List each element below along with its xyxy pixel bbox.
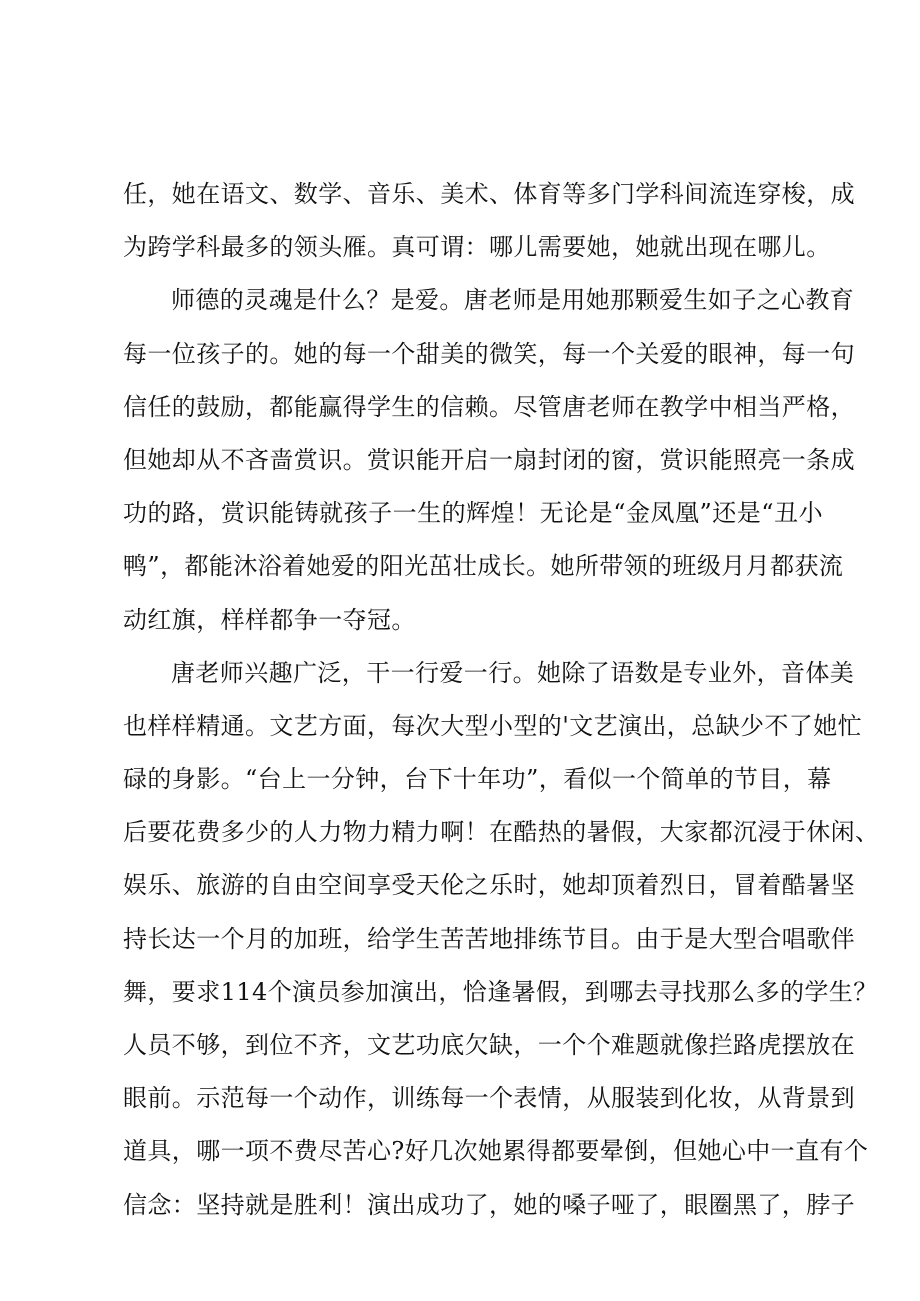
- text-line: 后要花费多少的人力物力精力啊！在酷热的暑假，大家都沉浸于休闲、: [123, 818, 880, 847]
- text-line: 人员不够，到位不齐，文艺功底欠缺，一个个难题就像拦路虎摆放在: [123, 1031, 855, 1059]
- text-line: 信念：坚持就是胜利！演出成功了，她的嗓子哑了，眼圈黑了，脖子: [123, 1190, 855, 1219]
- body-text: [123, 168, 880, 1232]
- text-line: 动红旗，样样都争一夺冠。: [123, 605, 416, 634]
- paragraph-first-line: 师德的灵魂是什么？是爱。唐老师是用她那颗爱生如子之心教育: [171, 286, 855, 315]
- text-line: 鸭”，都能沐浴着她爱的阳光茁壮成长。她所带领的班级月月都获流: [123, 552, 844, 581]
- text-line: 每一位孩子的。她的每一个甜美的微笑，每一个关爱的眼神，每一句: [123, 339, 855, 368]
- text-line: 任，她在语文、数学、音乐、美术、体育等多门学科间流连穿梭，成: [123, 180, 855, 208]
- text-line: 信任的鼓励，都能赢得学生的信赖。尽管唐老师在教学中相当严格，: [123, 392, 855, 421]
- text-line: 碌的身影。“台上一分钟，台下十年功”，看似一个简单的节目，幕: [123, 765, 832, 794]
- text-line: 但她却从不吝啬赏识。赏识能开启一扇封闭的窗，赏识能照亮一条成: [123, 445, 855, 474]
- text-line: 道具，哪一项不费尽苦心?好几次她累得都要晕倒，但她心中一直有个: [123, 1137, 869, 1166]
- text-line: 功的路，赏识能铸就孩子一生的辉煌！无论是“金凤凰”还是“丑小: [123, 499, 823, 528]
- paragraph-first-line: 唐老师兴趣广泛，干一行爱一行。她除了语数是专业外，音体美: [171, 658, 855, 687]
- text-line: 眼前。示范每一个动作，训练每一个表情，从服装到化妆，从背景到: [123, 1084, 855, 1113]
- text-line: 舞，要求114个演员参加演出，恰逢暑假，到哪去寻找那么多的学生？: [123, 977, 878, 1006]
- text-line: 娱乐、旅游的自由空间享受天伦之乐时，她却顶着烈日，冒着酷暑坚: [123, 871, 855, 900]
- text-line: 为跨学科最多的领头雁。真可谓：哪儿需要她，她就出现在哪儿。: [123, 233, 831, 262]
- text-line: 也样样精通。文艺方面，每次大型小型的'文艺演出，总缺少不了她忙: [123, 711, 862, 740]
- text-line: 持长达一个月的加班，给学生苦苦地排练节目。由于是大型合唱歌伴: [123, 924, 855, 953]
